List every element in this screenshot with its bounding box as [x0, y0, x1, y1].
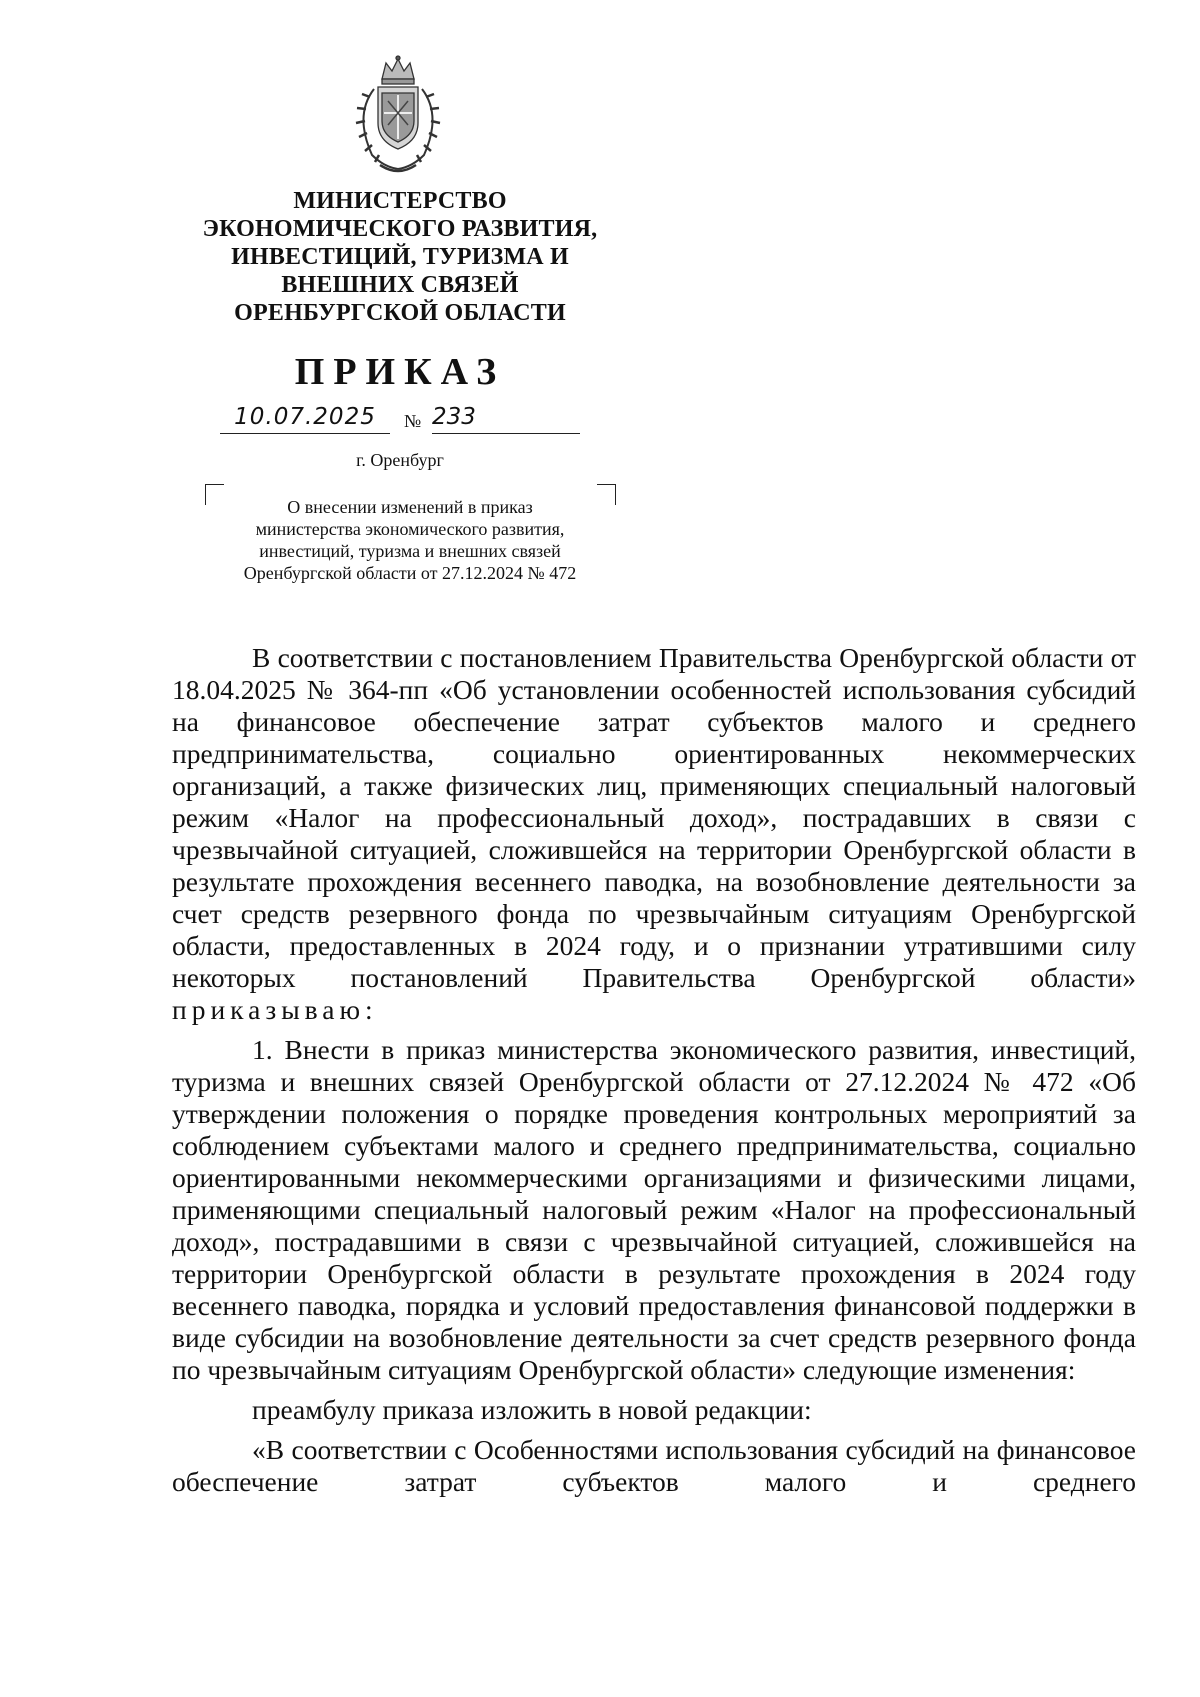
coat-of-arms-emblem	[346, 55, 450, 177]
order-word: приказываю:	[172, 994, 378, 1025]
org-line: ИНВЕСТИЦИЙ, ТУРИЗМА И	[231, 244, 569, 270]
order-number: 233	[432, 404, 476, 430]
new-preamble-paragraph: «В соответствии с Особенностями использования субсидий на финансовое обеспечение затрат субъектов малого и среднего	[172, 1434, 1136, 1497]
preamble-paragraph	[172, 642, 1136, 1026]
order-date: 10.07.2025	[234, 404, 376, 430]
city: г. Оренбург	[356, 450, 444, 470]
number-underline	[432, 433, 580, 434]
org-line: ВНЕШНИХ СВЯЗЕЙ	[281, 272, 519, 298]
document-title: ПРИКАЗ	[294, 351, 506, 393]
order-subject	[200, 496, 620, 584]
org-line: ЭКОНОМИЧЕСКОГО РАЗВИТИЯ,	[202, 216, 598, 242]
date-underline	[220, 433, 390, 434]
document-body	[172, 642, 1136, 1506]
subject-line: министерства экономического развития,	[255, 519, 565, 539]
subject-line: Оренбургской области от 27.12.2024 № 472	[243, 563, 577, 583]
preamble-text: В соответствии с постановлением Правительства Оренбургской области от 18.04.2025 № 364-пп «Об установлении особенностей использования субсидий на финансовое обеспечение затрат субъектов малого и среднего предпринимательства, социально ориентированных некоммерческих организаций, а также физических лиц, применяющих специальный налоговый режим «Налог на профессиональный доход», пострадавших в связи с чрезвычайной ситуацией, сложившейся на территории Оренбургской области в результате прохождения весеннего паводка, на возобновление деятельности за счет средств резервного фонда по чрезвычайным ситуациям Оренбургской области, предоставленных в 2024 году, и о признании утратившими силу некоторых постановлений Правительства Оренбургской области»	[172, 642, 1136, 993]
org-line: ОРЕНБУРГСКОЙ ОБЛАСТИ	[234, 300, 566, 326]
date-number-line	[220, 398, 580, 434]
organization-name	[160, 187, 640, 327]
number-sign: №	[404, 411, 422, 431]
subject-line: инвестиций, туризма и внешних связей	[259, 541, 561, 561]
org-line: МИНИСТЕРСТВО	[293, 188, 507, 214]
clause-1-paragraph: 1. Внести в приказ министерства экономического развития, инвестиций, туризма и внешних связей Оренбургской области от 27.12.2024 № 472 «Об утверждении положения о порядке проведения контрольных мероприятий за соблюдением субъектами малого и среднего предпринимательства, социально ориентированными некоммерческими организациями и физическими лицами, применяющими специальный налоговый режим «Налог на профессиональный доход», пострадавшими в связи с чрезвычайной ситуацией, сложившейся на территории Оренбургской области в результате прохождения в 2024 году весеннего паводка, порядка и условий предоставления финансовой поддержки в виде субсидии на возобновление деятельности за счет средств резервного фонда по чрезвычайным ситуациям Оренбургской области» следующие изменения:	[172, 1034, 1136, 1385]
clause-instruction: преамбулу приказа изложить в новой редакции:	[252, 1394, 812, 1425]
subject-line: О внесении изменений в приказ	[287, 497, 533, 517]
